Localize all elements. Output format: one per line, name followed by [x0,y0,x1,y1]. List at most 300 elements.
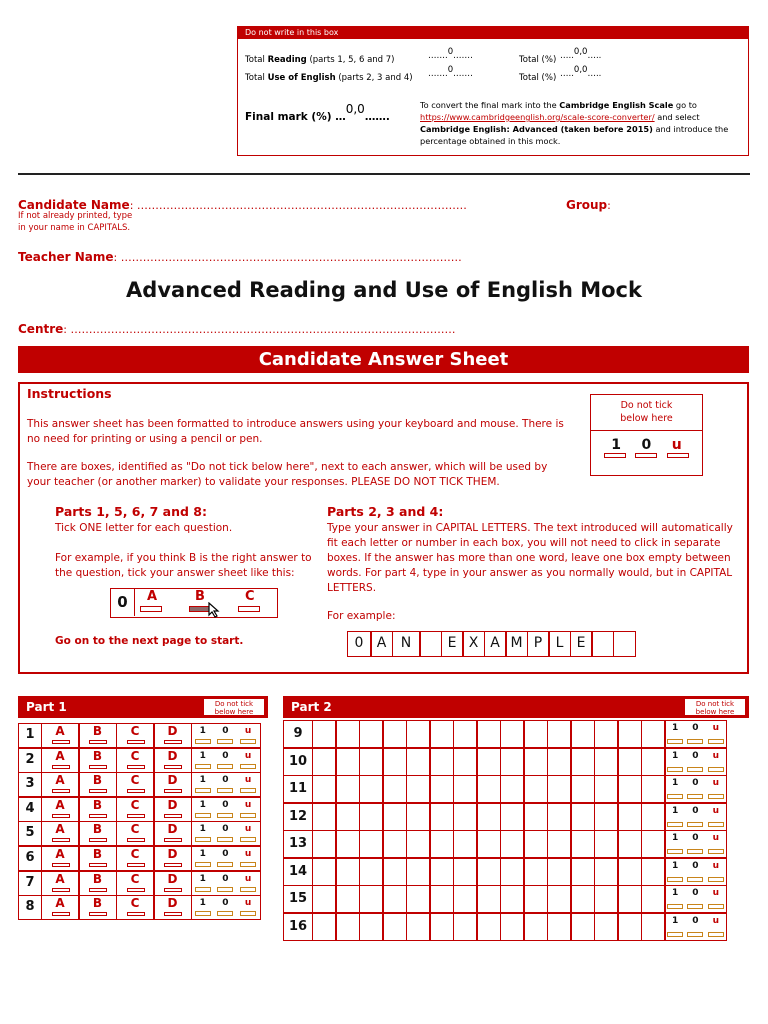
answer-option-d[interactable] [153,821,192,846]
mark-box [240,911,256,916]
letter-box[interactable] [523,775,548,803]
letter-box[interactable] [500,748,525,776]
do-not-tick-cell [191,797,261,822]
answer-option-b[interactable] [78,846,117,871]
part-2-do-not-tick: Do not tick below here [684,698,746,716]
answer-option-box[interactable] [89,765,107,769]
letter-box[interactable] [335,913,360,941]
part-1-do-not-tick: Do not tick below here [203,698,265,716]
answer-option-box[interactable] [164,765,182,769]
letter-box[interactable] [641,885,666,913]
tick-example-a-box [140,606,162,612]
part-1-question-row [18,846,261,871]
centre-field[interactable]: Centre: …………………………………………………………………………………………… [18,322,456,336]
answer-option-box[interactable] [52,765,70,769]
letter-box[interactable] [523,748,548,776]
mark-box [667,904,683,909]
letter-box[interactable] [453,720,478,748]
letter-box[interactable] [594,913,619,941]
mark-label: u [244,873,252,884]
answer-option-label: D [167,748,178,763]
letter-box[interactable] [382,913,407,941]
letter-box[interactable] [335,775,360,803]
letter-box[interactable] [547,858,572,886]
letter-box[interactable] [570,885,595,913]
letter-box[interactable] [382,803,407,831]
answer-option-c[interactable] [116,821,155,846]
mark-label: u [712,750,719,761]
group-field[interactable]: Group: [566,198,611,212]
letter-box[interactable] [335,885,360,913]
letter-box[interactable] [312,830,337,858]
letter-box[interactable] [382,885,407,913]
letter-box[interactable] [500,803,525,831]
answer-option-b[interactable] [78,723,117,748]
letter-box[interactable] [523,830,548,858]
letter-box[interactable] [359,913,384,941]
mark-label: u [244,898,252,909]
do-not-tick-cell [664,830,727,858]
mark-label: 1 [199,898,206,909]
part-2-question-row [283,803,727,831]
answer-option-box[interactable] [89,789,107,793]
mark-label: 0 [692,723,699,733]
mark-box [708,794,724,799]
letter-box[interactable] [641,830,666,858]
mark-label: 0 [222,775,229,786]
letter-box[interactable] [359,858,384,886]
letter-box[interactable] [523,803,548,831]
part-2-header [283,696,749,718]
letter-box[interactable] [359,748,384,776]
letter-box[interactable] [359,803,384,831]
part-2-question-row [283,858,727,886]
mark-box [195,862,211,867]
mark-correct-box [604,453,626,458]
mark-label: 1 [672,860,679,871]
answer-option-box[interactable] [164,814,182,818]
answer-option-box[interactable] [164,912,182,916]
part-1-question-row [18,772,261,797]
mark-label: 0 [222,849,229,859]
answer-option-b[interactable] [78,797,117,822]
letter-box[interactable] [429,913,454,941]
part-2-question-row [283,913,727,941]
instructions-para-1: This answer sheet has been formatted to introduce answers using your keyboard and mouse. There is no need for printing or using a pencil or pen. [27,418,564,445]
answer-option-d[interactable] [153,846,192,871]
letter-box[interactable] [359,775,384,803]
answer-option-b[interactable] [78,871,117,896]
reading-total-label: Total Reading (parts 1, 5, 6 and 7) [245,55,395,65]
letter-box[interactable] [547,775,572,803]
letter-box[interactable] [312,775,337,803]
mark-label: 1 [199,873,206,884]
answer-option-a[interactable] [41,895,80,920]
answer-option-box[interactable] [164,863,182,867]
scale-converter-link[interactable]: https://www.cambridgeenglish.org/scale-score-converter/ [420,112,655,122]
part-1-question-row [18,748,261,773]
letter-box[interactable] [335,803,360,831]
answer-option-label: C [130,822,140,837]
answer-option-box[interactable] [52,863,70,867]
letter-box[interactable] [594,775,619,803]
mark-box [708,849,724,854]
letter-box[interactable] [547,830,572,858]
letter-box[interactable] [335,748,360,776]
do-not-tick-cell [191,895,261,920]
letter-box[interactable] [500,858,525,886]
letter-box[interactable] [500,830,525,858]
answer-option-d[interactable] [153,871,192,896]
mark-label: u [712,805,719,816]
answer-option-box[interactable] [89,814,107,818]
letter-box[interactable] [594,885,619,913]
letter-box[interactable] [406,803,431,831]
answer-option-label: A [55,724,65,738]
final-mark: Final mark (%) …0,0……. [245,102,390,123]
answer-option-b[interactable] [78,821,117,846]
answer-option-box[interactable] [127,838,145,842]
mark-label: 0 [222,873,229,884]
letter-box[interactable] [406,913,431,941]
part-2-question-row [283,720,727,748]
question-number: 8 [18,895,42,920]
mark-box [240,739,256,744]
answer-option-c[interactable] [116,748,155,773]
example-letter-box [613,631,636,657]
mark-label: u [244,775,252,786]
candidate-name-note: If not already printed, type in your name in CAPITALS. [18,211,133,233]
mark-box [217,887,233,892]
answer-option-label: A [55,797,65,812]
letter-box[interactable] [312,720,337,748]
answer-option-c[interactable] [116,797,155,822]
letter-box[interactable] [312,913,337,941]
letter-box[interactable] [476,885,501,913]
letter-box[interactable] [570,913,595,941]
letter-box[interactable] [523,885,548,913]
letter-box[interactable] [429,748,454,776]
mark-box [217,911,233,916]
letter-box[interactable] [429,858,454,886]
for-example-label: For example: [327,610,396,622]
letter-box[interactable] [476,775,501,803]
answer-option-d[interactable] [153,797,192,822]
letter-box[interactable] [312,858,337,886]
letter-box[interactable] [641,720,666,748]
answer-option-box[interactable] [127,789,145,793]
letter-box[interactable] [570,830,595,858]
answer-option-box[interactable] [127,740,145,744]
letter-box[interactable] [594,858,619,886]
letter-box[interactable] [500,885,525,913]
letter-box[interactable] [476,748,501,776]
mark-label: 0 [692,915,699,926]
letter-box[interactable] [617,885,642,913]
letter-box[interactable] [429,720,454,748]
letter-box[interactable] [382,830,407,858]
letter-box[interactable] [641,775,666,803]
parts-1-5-6-7-8-heading: Parts 1, 5, 6, 7 and 8: [55,504,207,519]
answer-option-box[interactable] [164,888,182,892]
letter-box[interactable] [453,775,478,803]
mark-label: 1 [672,915,679,926]
letter-box[interactable] [617,803,642,831]
answer-option-box[interactable] [52,814,70,818]
letter-box[interactable] [617,748,642,776]
letter-box[interactable] [570,803,595,831]
answer-option-b[interactable] [78,748,117,773]
mark-box [708,877,724,882]
letter-box[interactable] [406,830,431,858]
answer-option-d[interactable] [153,772,192,797]
letter-box[interactable] [406,858,431,886]
answer-option-box[interactable] [164,838,182,842]
answer-option-box[interactable] [164,740,182,744]
candidate-name-field[interactable]: Candidate Name: ……………………………………………………………………………… [18,198,467,212]
answer-option-label: B [92,871,103,886]
letter-box[interactable] [453,830,478,858]
letter-box[interactable] [453,858,478,886]
uoe-total-label: Total Use of English (parts 2, 3 and 4) [245,73,413,83]
letter-box[interactable] [617,775,642,803]
answer-option-d[interactable] [153,748,192,773]
letter-box[interactable] [453,885,478,913]
letter-box[interactable] [594,720,619,748]
mark-box [667,932,683,937]
do-not-tick-cell [664,885,727,913]
letter-box[interactable] [476,858,501,886]
answer-option-a[interactable] [41,821,80,846]
mark-box [195,813,211,818]
answer-option-box[interactable] [52,888,70,892]
mark-label: 0 [222,824,229,835]
letter-box[interactable] [594,830,619,858]
do-not-tick-cell [664,775,727,803]
letter-box[interactable] [382,748,407,776]
letter-box[interactable] [547,748,572,776]
mark-label: 0 [692,860,699,871]
letter-box[interactable] [594,748,619,776]
letter-box[interactable] [476,913,501,941]
letter-box[interactable] [641,913,666,941]
mark-box [667,739,683,744]
answer-option-box[interactable] [89,838,107,842]
letter-box[interactable] [429,803,454,831]
letter-box[interactable] [617,830,642,858]
letter-box[interactable] [406,720,431,748]
answer-option-label: B [92,773,103,788]
letter-box[interactable] [359,830,384,858]
letter-box[interactable] [312,885,337,913]
mark-label: 1 [199,799,206,810]
letter-box[interactable] [335,858,360,886]
answer-option-c[interactable] [116,871,155,896]
letter-box[interactable] [406,748,431,776]
letter-box[interactable] [523,858,548,886]
letter-box[interactable] [382,858,407,886]
letter-box[interactable] [359,720,384,748]
example-letter-box: E [570,631,593,657]
part-2-question-row [283,775,727,803]
answer-option-label: A [55,871,65,886]
letter-box[interactable] [453,803,478,831]
answer-option-box[interactable] [127,863,145,867]
tick-example-a: A [147,589,158,604]
letter-box[interactable] [547,720,572,748]
answer-option-a[interactable] [41,748,80,773]
letter-box[interactable] [570,858,595,886]
letter-box[interactable] [406,885,431,913]
letter-box[interactable] [641,803,666,831]
answer-option-label: A [55,847,65,861]
letter-box[interactable] [382,720,407,748]
tick-example [110,588,278,618]
answer-option-box[interactable] [89,740,107,744]
letter-box[interactable] [617,858,642,886]
answer-option-b[interactable] [78,772,117,797]
mark-box [195,887,211,892]
letter-box[interactable] [523,913,548,941]
letter-box[interactable] [476,803,501,831]
answer-option-a[interactable] [41,846,80,871]
tick-one-letter: Tick ONE letter for each question. [55,522,233,534]
answer-option-b[interactable] [78,895,117,920]
go-on-text: Go on to the next page to start. [55,635,244,647]
answer-option-box[interactable] [52,838,70,842]
letter-box[interactable] [641,858,666,886]
letter-box[interactable] [359,885,384,913]
answer-option-label: D [167,773,178,788]
mark-box [667,767,683,772]
mark-label: 0 [692,833,699,843]
question-number: 7 [18,871,42,896]
mark-label: 0 [692,778,699,788]
answer-option-a[interactable] [41,871,80,896]
answer-option-d[interactable] [153,895,192,920]
letter-box[interactable] [594,803,619,831]
reading-pct-label: Total (%) [519,55,557,65]
example-letter-box: N [392,631,421,657]
answer-option-box[interactable] [89,888,107,892]
mark-label: u [712,915,719,926]
letter-box[interactable] [500,775,525,803]
mark-box [687,767,703,772]
mark-wrong-box [635,453,657,458]
convert-instructions: To convert the final mark into the Cambridge English Scale go to https://www.cambridgeenglish.org/scale-score-converter/ and select Cambridge English: Advanced (taken before 2015) and introduce the percentage obtained in this mock. [420,100,729,146]
letter-box[interactable] [453,748,478,776]
letter-box[interactable] [382,775,407,803]
answer-option-label: C [130,896,140,911]
example-letter-box: 0 [347,631,372,657]
answer-option-box[interactable] [89,912,107,916]
answer-option-c[interactable] [116,895,155,920]
answer-option-box[interactable] [52,912,70,916]
mark-box [687,932,703,937]
letter-box[interactable] [547,885,572,913]
letter-box[interactable] [500,720,525,748]
do-not-tick-cell [191,748,261,773]
letter-box[interactable] [547,803,572,831]
answer-option-c[interactable] [116,723,155,748]
mark-label: 0 [222,750,229,761]
mark-box [708,767,724,772]
mark-box [195,764,211,769]
mark-label: 0 [692,750,699,761]
answer-option-box[interactable] [127,888,145,892]
letter-box[interactable] [641,748,666,776]
letter-box[interactable] [523,720,548,748]
answer-option-a[interactable] [41,772,80,797]
part-1-question-row [18,821,261,846]
answer-option-box[interactable] [52,740,70,744]
letter-box[interactable] [453,913,478,941]
answer-option-box[interactable] [89,863,107,867]
answer-option-a[interactable] [41,797,80,822]
question-number: 14 [283,858,313,886]
answer-option-box[interactable] [127,765,145,769]
answer-option-d[interactable] [153,723,192,748]
letter-box[interactable] [429,775,454,803]
teacher-name-field[interactable]: Teacher Name: ………………………………………………………………………………… [18,250,462,264]
question-number: 4 [18,797,42,822]
letter-box[interactable] [570,748,595,776]
mark-box [687,822,703,827]
letter-box[interactable] [617,720,642,748]
answer-option-box[interactable] [127,814,145,818]
answer-option-label: D [167,896,178,911]
mark-label: 0 [222,898,229,909]
letter-box[interactable] [500,913,525,941]
answer-option-box[interactable] [52,789,70,793]
letter-box[interactable] [406,775,431,803]
mark-box [195,911,211,916]
mark-label: 0 [692,805,699,816]
answer-option-c[interactable] [116,846,155,871]
letter-box[interactable] [429,885,454,913]
letter-box[interactable] [547,913,572,941]
answer-option-label: C [130,871,140,886]
mark-box [240,813,256,818]
letter-box[interactable] [429,830,454,858]
answer-option-c[interactable] [116,772,155,797]
letter-box[interactable] [312,748,337,776]
letter-box[interactable] [476,720,501,748]
uoe-pct-value: …..0,0….. [560,65,602,79]
question-number: 10 [283,748,313,776]
do-not-tick-cell [191,846,261,871]
mark-box [687,877,703,882]
letter-box[interactable] [617,913,642,941]
example-letter-box [419,631,442,657]
answer-option-box[interactable] [164,789,182,793]
answer-option-label: D [167,847,178,861]
letter-box[interactable] [570,775,595,803]
mark-box [667,877,683,882]
letter-box[interactable] [335,830,360,858]
letter-box[interactable] [312,803,337,831]
part-1-question-row [18,895,261,920]
letter-box[interactable] [476,830,501,858]
answer-option-a[interactable] [41,723,80,748]
answer-option-box[interactable] [127,912,145,916]
answer-option-label: B [92,748,103,763]
letter-box[interactable] [570,720,595,748]
answer-option-label: C [130,748,140,763]
mark-box [708,932,724,937]
example-letter-box: X [462,631,485,657]
letter-box[interactable] [335,720,360,748]
